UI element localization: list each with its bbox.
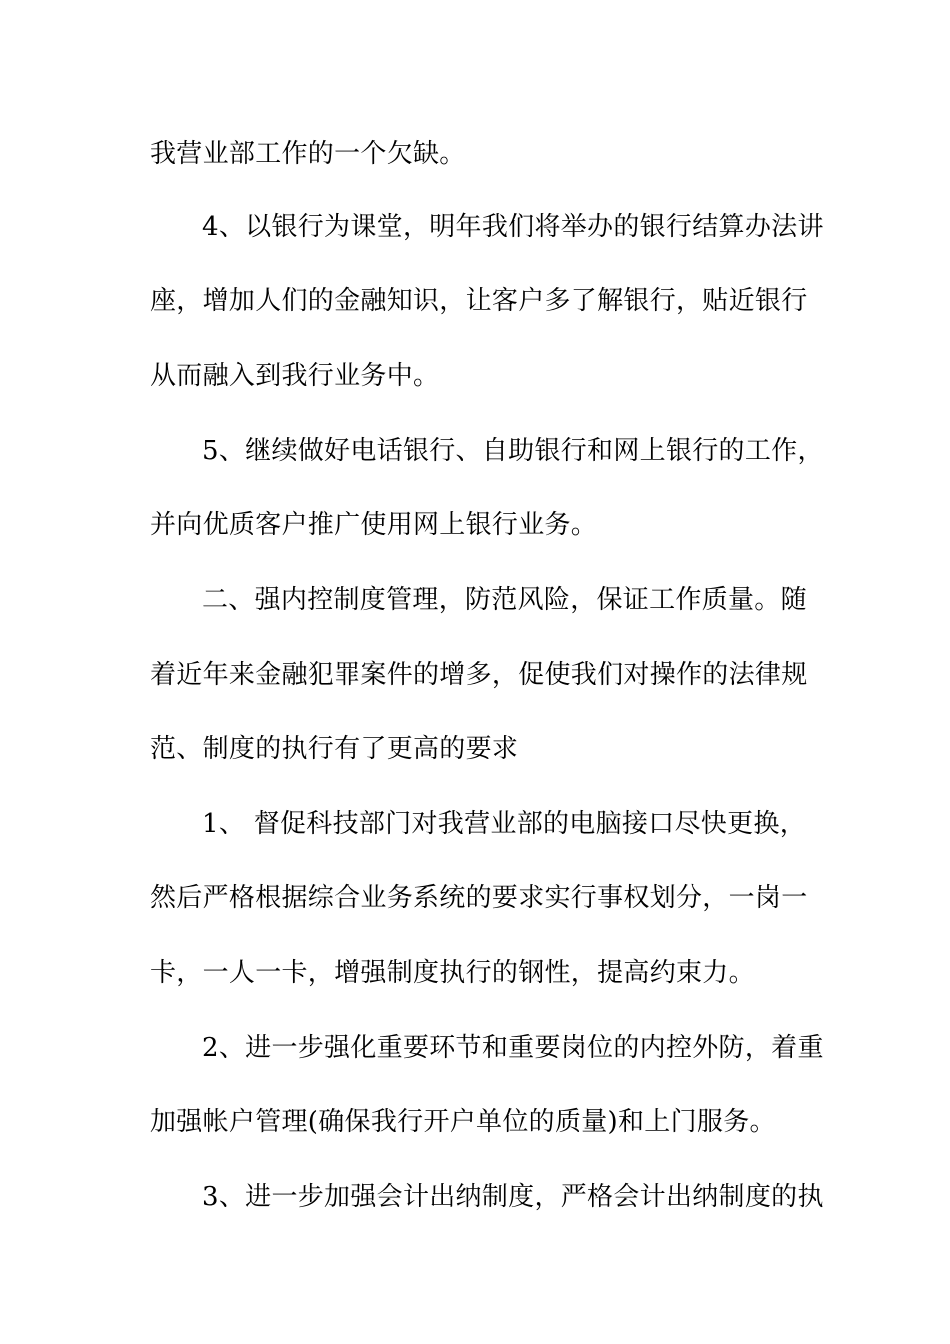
- text-line-15: 3、进一步加强会计出纳制度，严格会计出纳制度的执: [202, 1182, 824, 1212]
- text-line-5: 5、继续做好电话银行、自助银行和网上银行的工作，: [202, 436, 824, 466]
- text-line-9: 范、制度的执行有了更高的要求: [150, 734, 519, 764]
- text-line-12: 卡，一人一卡，增强制度执行的钢性，提高约束力。: [150, 958, 755, 988]
- text-line-1: 我营业部工作的一个欠缺。: [150, 139, 466, 169]
- text-line-13: 2、进一步强化重要环节和重要岗位的内控外防，着重: [202, 1033, 824, 1063]
- text-line-3: 座，增加人们的金融知识，让客户多了解银行，贴近银行: [150, 286, 808, 316]
- text-line-2: 4、以银行为课堂，明年我们将举办的银行结算办法讲: [202, 212, 824, 242]
- text-line-7: 二、强内控制度管理，防范风险，保证工作质量。随: [202, 585, 807, 615]
- text-line-14: 加强帐户管理(确保我行开户单位的质量)和上门服务。: [150, 1107, 776, 1137]
- text-line-8: 着近年来金融犯罪案件的增多，促使我们对操作的法律规: [150, 660, 808, 690]
- text-line-6: 并向优质客户推广使用网上银行业务。: [150, 510, 598, 540]
- text-line-11: 然后严格根据综合业务系统的要求实行事权划分，一岗一: [150, 883, 808, 913]
- text-line-10: 1、 督促科技部门对我营业部的电脑接口尽快更换，: [202, 809, 807, 839]
- text-line-4: 从而融入到我行业务中。: [150, 361, 440, 391]
